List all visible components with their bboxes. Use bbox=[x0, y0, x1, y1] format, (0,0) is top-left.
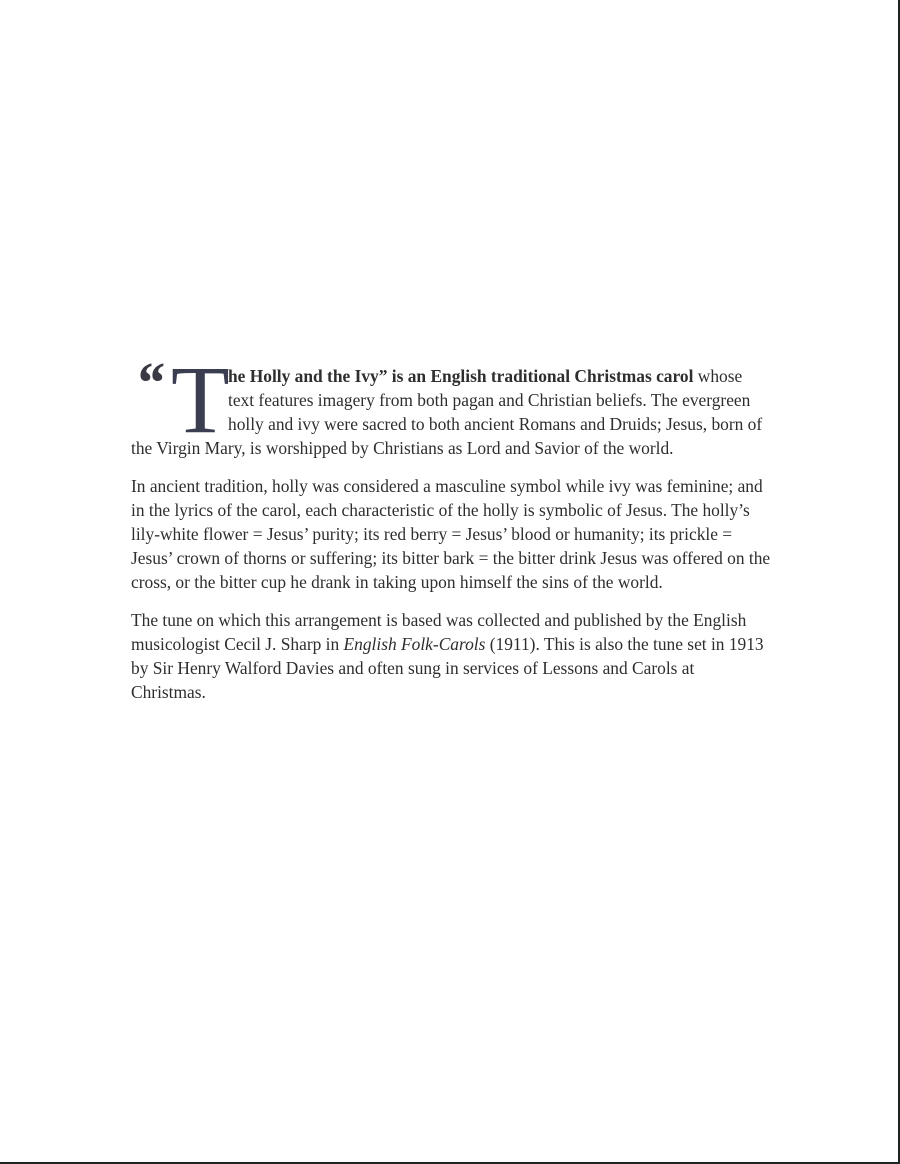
intro-lead: he Holly and the Ivy” is an English traditional Christmas carol bbox=[228, 366, 694, 386]
page-content bbox=[131, 346, 771, 718]
intro-paragraph bbox=[131, 346, 771, 460]
drop-cap-letter: T bbox=[171, 346, 230, 453]
drop-cap-quote: “ bbox=[135, 350, 164, 415]
drop-cap bbox=[131, 346, 230, 453]
book-title: English Folk-Carols bbox=[343, 634, 486, 654]
intro-text: whose text features imagery from both pagan and Christian beliefs. The evergreen holly and ivy were sacred to both ancient Romans and Druids; Jesus, born of the Virgin Mary, is worshipped by Christians as Lord and Savior of the world. bbox=[131, 366, 763, 458]
tradition-paragraph: In ancient tradition, holly was considered a masculine symbol while ivy was feminine; and in the lyrics of the carol, each characteristic of the holly is symbolic of Jesus. The holly’s lily-white flower = Jesus’ purity; its red berry = Jesus’ blood or humanity; its prickle = Jesus’ crown of thorns or suffering; its bitter bark = the bitter drink Jesus was offered on the cross, or the bitter cup he drank in taking upon himself the sins of the world. bbox=[131, 476, 771, 592]
tune-text-before: The tune on which this arrangement is based was collected and published by the English musicologist Cecil J. Sharp in bbox=[131, 610, 747, 654]
tune-text-after: (1911). This is also the tune set in 1913 by Sir Henry Walford Davies and often sung in services of Lessons and Carols at Christmas. bbox=[131, 634, 764, 702]
tune-paragraph bbox=[131, 608, 771, 704]
